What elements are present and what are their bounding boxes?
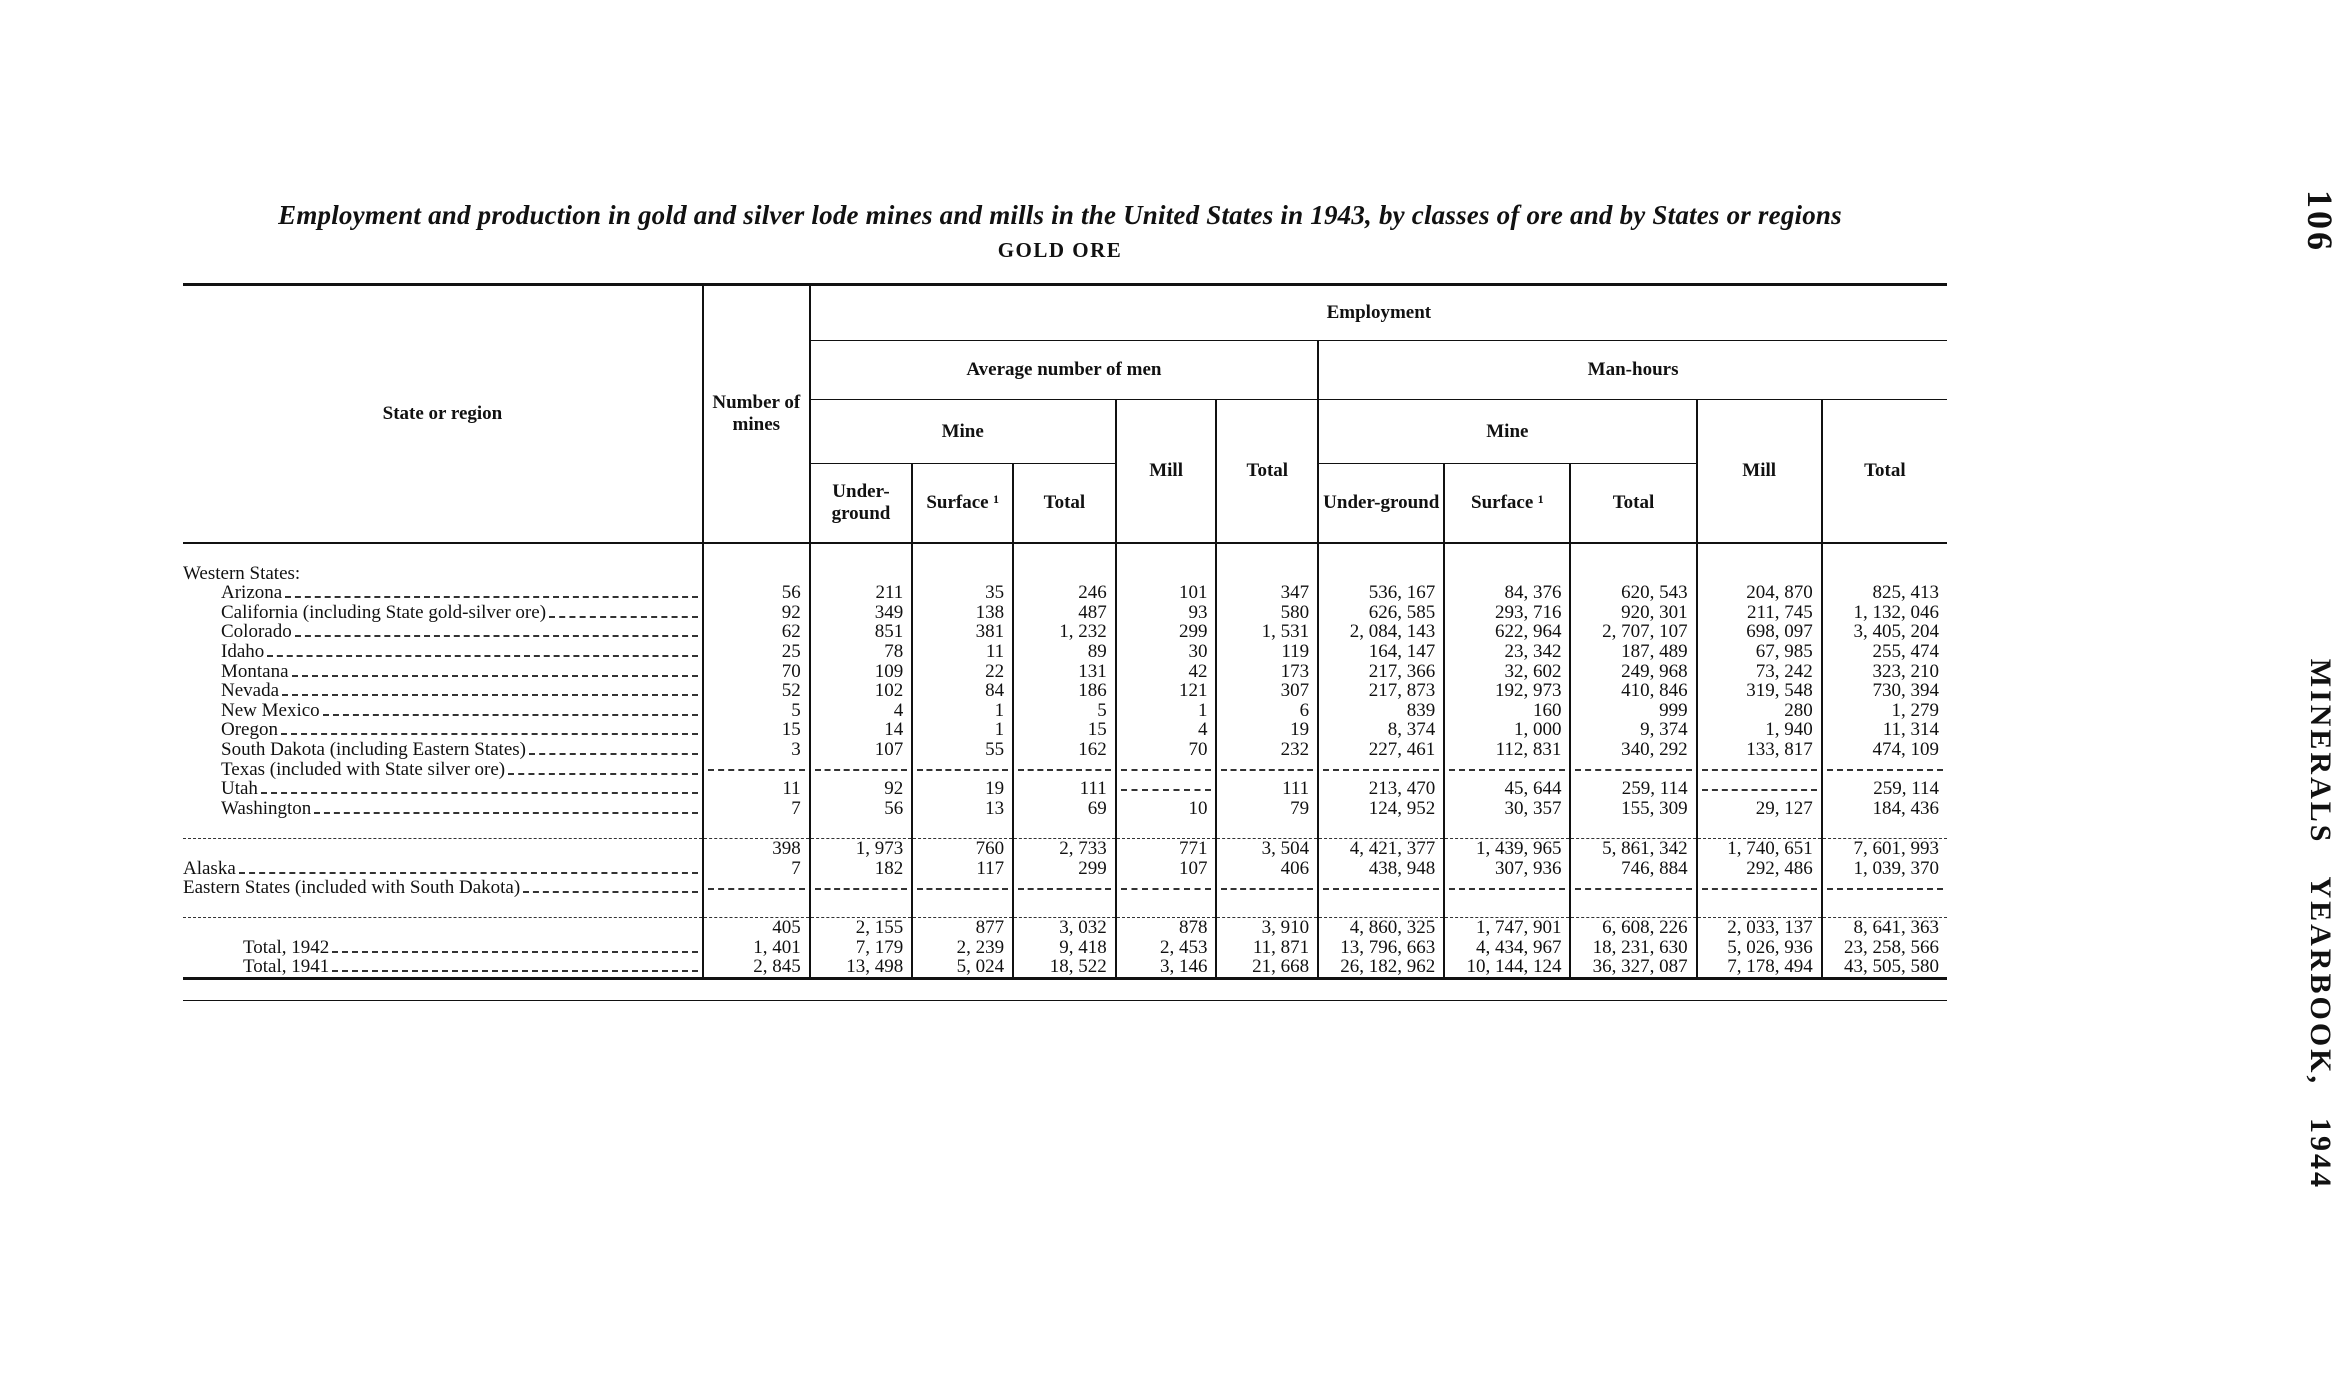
table-cell: 107 bbox=[1116, 859, 1217, 879]
row-label-text: Alaska bbox=[183, 857, 236, 879]
table-cell: 29, 127 bbox=[1697, 799, 1822, 819]
state-row bbox=[183, 701, 1947, 721]
row-label-text: Nevada bbox=[221, 680, 280, 702]
table-cell: 13, 498 bbox=[810, 957, 913, 978]
row-label bbox=[183, 642, 703, 662]
table-cell: 232 bbox=[1216, 740, 1318, 760]
leader-dots bbox=[332, 969, 698, 972]
table-cell: 15 bbox=[703, 720, 810, 740]
row-label-text: Washington bbox=[221, 797, 312, 819]
table-cell bbox=[1216, 878, 1318, 898]
table-cell: 410, 846 bbox=[1570, 681, 1696, 701]
table-cell: 405 bbox=[703, 918, 810, 938]
eastern-states-row bbox=[183, 878, 1947, 898]
table-cell bbox=[1570, 760, 1696, 780]
alaska-row bbox=[183, 859, 1947, 879]
table-cell bbox=[1013, 878, 1116, 898]
table-cell: 1, 000 bbox=[1444, 720, 1570, 740]
table-cell: 2, 845 bbox=[703, 957, 810, 978]
row-label bbox=[183, 760, 703, 780]
table-cell: 18, 231, 630 bbox=[1570, 938, 1696, 958]
leader-dots bbox=[332, 950, 698, 953]
state-row bbox=[183, 622, 1947, 642]
table-cell: 121 bbox=[1116, 681, 1217, 701]
table-cell: 217, 366 bbox=[1318, 662, 1444, 682]
table-cell: 474, 109 bbox=[1822, 740, 1947, 760]
table-cell: 299 bbox=[1013, 859, 1116, 879]
table-cell: 111 bbox=[1216, 779, 1318, 799]
leader-dots bbox=[281, 732, 698, 735]
leader-dots bbox=[239, 871, 698, 874]
table-cell: 293, 716 bbox=[1444, 603, 1570, 623]
table-cell: 1, 439, 965 bbox=[1444, 838, 1570, 858]
table-cell: 45, 644 bbox=[1444, 779, 1570, 799]
table-cell bbox=[703, 760, 810, 780]
table-cell: 211, 745 bbox=[1697, 603, 1822, 623]
table-cell: 227, 461 bbox=[1318, 740, 1444, 760]
table-cell: 131 bbox=[1013, 662, 1116, 682]
table-cell: 79 bbox=[1216, 799, 1318, 819]
leader-dots bbox=[261, 791, 698, 794]
leader-dots bbox=[282, 693, 698, 696]
table-cell: 138 bbox=[912, 603, 1013, 623]
table-cell: 30, 357 bbox=[1444, 799, 1570, 819]
row-label bbox=[183, 838, 703, 858]
header-men-underground: Under-ground bbox=[810, 464, 913, 544]
table-cell: 111 bbox=[1013, 779, 1116, 799]
header-average-number-of-men: Average number of men bbox=[810, 341, 1318, 400]
table-cell: 920, 301 bbox=[1570, 603, 1696, 623]
table-cell: 255, 474 bbox=[1822, 642, 1947, 662]
table-cell: 620, 543 bbox=[1570, 583, 1696, 603]
table-cell: 249, 968 bbox=[1570, 662, 1696, 682]
state-row bbox=[183, 720, 1947, 740]
table-cell: 93 bbox=[1116, 603, 1217, 623]
row-label-text: Total, 1942 bbox=[243, 936, 330, 958]
table-cell bbox=[1216, 760, 1318, 780]
table-cell: 259, 114 bbox=[1570, 779, 1696, 799]
table-cell: 7, 178, 494 bbox=[1697, 957, 1822, 978]
table-cell: 30 bbox=[1116, 642, 1217, 662]
table-cell: 117 bbox=[912, 859, 1013, 879]
table-cell bbox=[1013, 760, 1116, 780]
table-cell: 56 bbox=[703, 583, 810, 603]
table-cell: 22 bbox=[912, 662, 1013, 682]
table-cell bbox=[1444, 878, 1570, 898]
table-cell: 1, 232 bbox=[1013, 622, 1116, 642]
table-cell: 2, 155 bbox=[810, 918, 913, 938]
row-label-text: Colorado bbox=[221, 621, 292, 643]
table-cell: 15 bbox=[1013, 720, 1116, 740]
table-cell: 211 bbox=[810, 583, 913, 603]
row-label-text: Arizona bbox=[221, 582, 283, 604]
state-row bbox=[183, 760, 1947, 780]
table-cell: 1 bbox=[912, 720, 1013, 740]
table-cell: 349 bbox=[810, 603, 913, 623]
row-label-text: New Mexico bbox=[221, 699, 320, 721]
table-cell: 92 bbox=[810, 779, 913, 799]
header-hours-mine: Mine bbox=[1318, 400, 1696, 464]
table-cell: 186 bbox=[1013, 681, 1116, 701]
table-cell: 580 bbox=[1216, 603, 1318, 623]
table-cell: 19 bbox=[1216, 720, 1318, 740]
table-cell: 2, 084, 143 bbox=[1318, 622, 1444, 642]
table-cell: 5, 861, 342 bbox=[1570, 838, 1696, 858]
table-cell: 760 bbox=[912, 838, 1013, 858]
table-cell: 21, 668 bbox=[1216, 957, 1318, 978]
table-cell: 1, 973 bbox=[810, 838, 913, 858]
table-cell: 67, 985 bbox=[1697, 642, 1822, 662]
row-label bbox=[183, 779, 703, 799]
table-cell bbox=[1570, 878, 1696, 898]
table-cell: 73, 242 bbox=[1697, 662, 1822, 682]
leader-dots bbox=[292, 674, 698, 677]
header-man-hours: Man-hours bbox=[1318, 341, 1947, 400]
table-cell: 877 bbox=[912, 918, 1013, 938]
row-label bbox=[183, 701, 703, 721]
table-cell: 42 bbox=[1116, 662, 1217, 682]
state-row bbox=[183, 779, 1947, 799]
table-cell: 323, 210 bbox=[1822, 662, 1947, 682]
table-cell: 1, 531 bbox=[1216, 622, 1318, 642]
table-cell bbox=[703, 878, 810, 898]
table-cell: 70 bbox=[1116, 740, 1217, 760]
table-cell bbox=[1318, 760, 1444, 780]
header-hours-surface: Surface ¹ bbox=[1444, 464, 1570, 544]
table-cell: 6 bbox=[1216, 701, 1318, 721]
table-cell: 1, 132, 046 bbox=[1822, 603, 1947, 623]
table-cell: 1, 401 bbox=[703, 938, 810, 958]
table-cell: 3, 032 bbox=[1013, 918, 1116, 938]
table-cell: 192, 973 bbox=[1444, 681, 1570, 701]
table-title: Employment and production in gold and silver lode mines and mills in the United States in 1943, by classes of ore and by States or regions bbox=[278, 200, 1842, 230]
table-cell: 36, 327, 087 bbox=[1570, 957, 1696, 978]
table-cell: 340, 292 bbox=[1570, 740, 1696, 760]
running-title-word: MINERALS bbox=[2304, 658, 2337, 845]
running-header bbox=[2290, 190, 2350, 1190]
table-cell: 4 bbox=[1116, 720, 1217, 740]
table-cell: 1, 740, 651 bbox=[1697, 838, 1822, 858]
table-cell: 26, 182, 962 bbox=[1318, 957, 1444, 978]
table-cell: 1, 039, 370 bbox=[1822, 859, 1947, 879]
header-men-mill: Mill bbox=[1116, 400, 1217, 544]
row-label bbox=[183, 720, 703, 740]
table-cell: 1 bbox=[1116, 701, 1217, 721]
state-row bbox=[183, 662, 1947, 682]
leader-dots bbox=[314, 811, 698, 814]
row-label bbox=[183, 622, 703, 642]
table-cell: 536, 167 bbox=[1318, 583, 1444, 603]
table-cell: 622, 964 bbox=[1444, 622, 1570, 642]
leader-dots bbox=[549, 615, 698, 618]
leader-dots bbox=[323, 713, 698, 716]
table-cell: 3, 146 bbox=[1116, 957, 1217, 978]
table-cell bbox=[1444, 760, 1570, 780]
table-cell: 319, 548 bbox=[1697, 681, 1822, 701]
row-label-text: Montana bbox=[221, 660, 289, 682]
grand-total-row bbox=[183, 918, 1947, 938]
table-cell: 32, 602 bbox=[1444, 662, 1570, 682]
table-cell: 7, 601, 993 bbox=[1822, 838, 1947, 858]
table-cell: 307 bbox=[1216, 681, 1318, 701]
table-cell: 23, 342 bbox=[1444, 642, 1570, 662]
table-cell: 7 bbox=[703, 799, 810, 819]
table-cell: 84, 376 bbox=[1444, 583, 1570, 603]
western-total-row bbox=[183, 838, 1947, 858]
table-cell: 10 bbox=[1116, 799, 1217, 819]
table-cell: 299 bbox=[1116, 622, 1217, 642]
table-cell: 101 bbox=[1116, 583, 1217, 603]
leader-dots bbox=[529, 752, 698, 755]
table-cell: 851 bbox=[810, 622, 913, 642]
table-cell: 7, 179 bbox=[810, 938, 913, 958]
row-label-text: Eastern States (included with South Dakota) bbox=[183, 877, 521, 899]
table-cell: 56 bbox=[810, 799, 913, 819]
table-cell: 3, 504 bbox=[1216, 838, 1318, 858]
row-label-text: South Dakota (including Eastern States) bbox=[221, 738, 526, 760]
row-label-text: Idaho bbox=[221, 640, 265, 662]
table-cell: 626, 585 bbox=[1318, 603, 1444, 623]
table-cell: 698, 097 bbox=[1697, 622, 1822, 642]
table-cell: 13 bbox=[912, 799, 1013, 819]
table-cell: 381 bbox=[912, 622, 1013, 642]
row-label bbox=[183, 603, 703, 623]
table-cell: 124, 952 bbox=[1318, 799, 1444, 819]
table-cell: 69 bbox=[1013, 799, 1116, 819]
row-label bbox=[183, 583, 703, 603]
table-cell: 102 bbox=[810, 681, 913, 701]
header-men-mine: Mine bbox=[810, 400, 1116, 464]
table-cell: 2, 239 bbox=[912, 938, 1013, 958]
table-cell bbox=[1116, 760, 1217, 780]
table-cell: 89 bbox=[1013, 642, 1116, 662]
header-employment: Employment bbox=[810, 285, 1947, 341]
table-cell: 1, 747, 901 bbox=[1444, 918, 1570, 938]
total-1942-row bbox=[183, 938, 1947, 958]
table-cell: 35 bbox=[912, 583, 1013, 603]
table-cell: 4, 421, 377 bbox=[1318, 838, 1444, 858]
table-cell: 878 bbox=[1116, 918, 1217, 938]
table-cell: 55 bbox=[912, 740, 1013, 760]
table-cell: 259, 114 bbox=[1822, 779, 1947, 799]
table-cell bbox=[1697, 779, 1822, 799]
table-cell bbox=[1116, 779, 1217, 799]
state-row bbox=[183, 740, 1947, 760]
table-cell: 84 bbox=[912, 681, 1013, 701]
table-cell bbox=[1697, 878, 1822, 898]
table-cell: 8, 641, 363 bbox=[1822, 918, 1947, 938]
table-cell: 11 bbox=[912, 642, 1013, 662]
table-cell bbox=[912, 878, 1013, 898]
group-row-western-states bbox=[183, 564, 1947, 584]
table-cell: 182 bbox=[810, 859, 913, 879]
table-cell: 347 bbox=[1216, 583, 1318, 603]
leader-dots bbox=[285, 595, 698, 598]
table-cell: 307, 936 bbox=[1444, 859, 1570, 879]
total-1941-row bbox=[183, 957, 1947, 978]
row-label bbox=[183, 859, 703, 879]
table-cell: 52 bbox=[703, 681, 810, 701]
table-cell: 406 bbox=[1216, 859, 1318, 879]
table-cell: 5 bbox=[703, 701, 810, 721]
table-cell bbox=[1822, 760, 1947, 780]
table-cell: 11, 871 bbox=[1216, 938, 1318, 958]
running-title bbox=[2303, 659, 2337, 1190]
table-cell: 155, 309 bbox=[1570, 799, 1696, 819]
table-cell: 3, 910 bbox=[1216, 918, 1318, 938]
table-cell: 487 bbox=[1013, 603, 1116, 623]
table-cell: 213, 470 bbox=[1318, 779, 1444, 799]
table-cell: 109 bbox=[810, 662, 913, 682]
table-cell: 9, 374 bbox=[1570, 720, 1696, 740]
employment-table bbox=[183, 283, 1947, 980]
table-cell: 78 bbox=[810, 642, 913, 662]
table-cell: 280 bbox=[1697, 701, 1822, 721]
table-cell: 164, 147 bbox=[1318, 642, 1444, 662]
table-cell: 19 bbox=[912, 779, 1013, 799]
row-label bbox=[183, 878, 703, 898]
table-cell: 2, 707, 107 bbox=[1570, 622, 1696, 642]
table-cell: 5, 024 bbox=[912, 957, 1013, 978]
table-cell: 8, 374 bbox=[1318, 720, 1444, 740]
table-cell: 825, 413 bbox=[1822, 583, 1947, 603]
state-row bbox=[183, 603, 1947, 623]
leader-dots bbox=[267, 654, 698, 657]
table-cell: 1, 940 bbox=[1697, 720, 1822, 740]
state-row bbox=[183, 642, 1947, 662]
row-label-text: Oregon bbox=[221, 719, 278, 741]
leader-dots bbox=[523, 890, 698, 893]
table-cell: 6, 608, 226 bbox=[1570, 918, 1696, 938]
table-cell bbox=[1822, 878, 1947, 898]
table-cell: 771 bbox=[1116, 838, 1217, 858]
table-subtitle: GOLD ORE bbox=[997, 238, 1123, 262]
table-cell: 70 bbox=[703, 662, 810, 682]
table-cell: 1 bbox=[912, 701, 1013, 721]
table-cell bbox=[810, 760, 913, 780]
row-label-text: Utah bbox=[221, 778, 258, 800]
table-cell: 7 bbox=[703, 859, 810, 879]
row-label bbox=[183, 918, 703, 938]
page-number: 106 bbox=[2300, 190, 2340, 253]
row-label bbox=[183, 740, 703, 760]
running-title-word: YEARBOOK, bbox=[2304, 876, 2337, 1086]
leader-dots bbox=[508, 772, 698, 775]
table-cell: 10, 144, 124 bbox=[1444, 957, 1570, 978]
table-cell: 2, 033, 137 bbox=[1697, 918, 1822, 938]
leader-dots bbox=[295, 634, 698, 637]
footer-rule bbox=[183, 1000, 1947, 1001]
header-men-mine-total: Total bbox=[1013, 464, 1116, 544]
table-cell: 2, 733 bbox=[1013, 838, 1116, 858]
table-cell: 2, 453 bbox=[1116, 938, 1217, 958]
table-cell: 5, 026, 936 bbox=[1697, 938, 1822, 958]
header-hours-underground: Under-ground bbox=[1318, 464, 1444, 544]
table-cell: 5 bbox=[1013, 701, 1116, 721]
table-cell: 4, 860, 325 bbox=[1318, 918, 1444, 938]
table-cell: 107 bbox=[810, 740, 913, 760]
row-label bbox=[183, 662, 703, 682]
table-cell: 730, 394 bbox=[1822, 681, 1947, 701]
table-cell: 398 bbox=[703, 838, 810, 858]
table-cell: 112, 831 bbox=[1444, 740, 1570, 760]
table-cell: 999 bbox=[1570, 701, 1696, 721]
header-men-total: Total bbox=[1216, 400, 1318, 544]
table-cell bbox=[1116, 878, 1217, 898]
header-men-surface: Surface ¹ bbox=[912, 464, 1013, 544]
table-cell: 23, 258, 566 bbox=[1822, 938, 1947, 958]
table-cell: 3, 405, 204 bbox=[1822, 622, 1947, 642]
table-cell: 3 bbox=[703, 740, 810, 760]
state-row bbox=[183, 799, 1947, 819]
row-label bbox=[183, 681, 703, 701]
table-cell: 160 bbox=[1444, 701, 1570, 721]
group-label: Western States: bbox=[183, 562, 301, 584]
state-row bbox=[183, 681, 1947, 701]
row-label-text: California (including State gold-silver ore) bbox=[221, 601, 547, 623]
table-cell: 25 bbox=[703, 642, 810, 662]
table-cell: 187, 489 bbox=[1570, 642, 1696, 662]
table-cell: 162 bbox=[1013, 740, 1116, 760]
table-cell: 11, 314 bbox=[1822, 720, 1947, 740]
table-cell: 133, 817 bbox=[1697, 740, 1822, 760]
header-hours-mill: Mill bbox=[1697, 400, 1822, 544]
table-cell: 92 bbox=[703, 603, 810, 623]
table-cell: 217, 873 bbox=[1318, 681, 1444, 701]
state-row bbox=[183, 583, 1947, 603]
header-state-or-region: State or region bbox=[183, 285, 703, 544]
table-cell: 62 bbox=[703, 622, 810, 642]
table-cell bbox=[1697, 760, 1822, 780]
table-cell: 173 bbox=[1216, 662, 1318, 682]
table-cell: 18, 522 bbox=[1013, 957, 1116, 978]
table-cell: 4, 434, 967 bbox=[1444, 938, 1570, 958]
running-title-word: 1944 bbox=[2304, 1118, 2337, 1190]
table-cell: 119 bbox=[1216, 642, 1318, 662]
table-cell: 839 bbox=[1318, 701, 1444, 721]
table-cell bbox=[1318, 878, 1444, 898]
header-number-of-mines: Number of mines bbox=[703, 285, 810, 544]
header-hours-mine-total: Total bbox=[1570, 464, 1696, 544]
header-hours-total: Total bbox=[1822, 400, 1947, 544]
table-cell: 4 bbox=[810, 701, 913, 721]
table-cell bbox=[912, 760, 1013, 780]
table-cell: 438, 948 bbox=[1318, 859, 1444, 879]
table-cell: 204, 870 bbox=[1697, 583, 1822, 603]
row-label-text: Total, 1941 bbox=[243, 956, 330, 978]
row-label-text: Texas (included with State silver ore) bbox=[221, 758, 506, 780]
table-cell: 246 bbox=[1013, 583, 1116, 603]
row-label bbox=[183, 938, 703, 958]
table-cell: 14 bbox=[810, 720, 913, 740]
table-cell: 13, 796, 663 bbox=[1318, 938, 1444, 958]
table-cell: 184, 436 bbox=[1822, 799, 1947, 819]
row-label bbox=[183, 799, 703, 819]
table-cell: 11 bbox=[703, 779, 810, 799]
table-cell: 746, 884 bbox=[1570, 859, 1696, 879]
table-cell bbox=[810, 878, 913, 898]
row-label bbox=[183, 957, 703, 978]
table-cell: 1, 279 bbox=[1822, 701, 1947, 721]
table-cell: 43, 505, 580 bbox=[1822, 957, 1947, 978]
table-cell: 9, 418 bbox=[1013, 938, 1116, 958]
table-cell: 292, 486 bbox=[1697, 859, 1822, 879]
